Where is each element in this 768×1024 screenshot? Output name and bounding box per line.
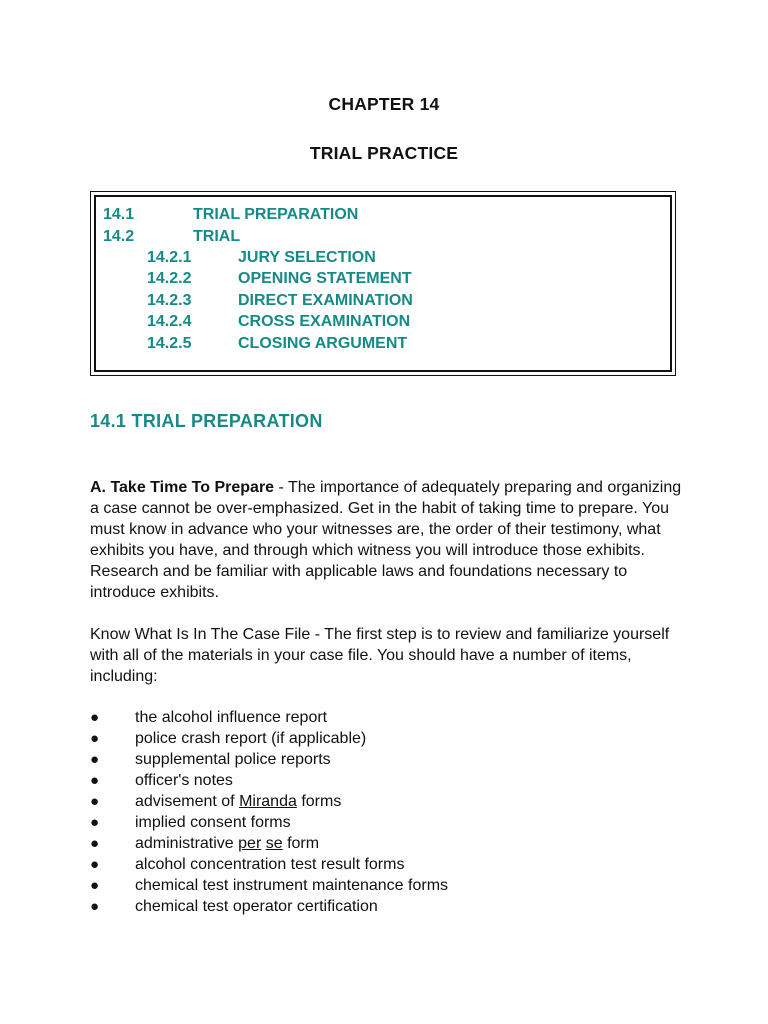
- chapter-title: CHAPTER 14: [328, 94, 440, 114]
- paragraph-body: - The importance of adequately preparing and organizing a case cannot be over-emphasized. Get in the habit of taking time to prepare. You must know in advance who your witnesses are, the order of their testimony, what exhibits you have, and through which witness you will introduce those exhibits. Research and be familiar with applicable laws and foundations necessary to introduce exhibits.: [90, 479, 682, 601]
- list-item-text: alcohol concentration test result forms: [135, 856, 405, 873]
- list-item-text: chemical test operator certification: [135, 898, 378, 915]
- underlined-term: Miranda: [239, 793, 297, 810]
- text-segment: administrative: [135, 835, 239, 852]
- toc-entry-number: 14.2: [103, 228, 135, 245]
- bullet-icon: ●: [90, 835, 100, 852]
- paragraph-case-file: Know What Is In The Case File - The first step is to review and familiarize yourself with all of the materials in your case file. You should have a number of items, including:: [90, 626, 670, 685]
- bullet-icon: ●: [90, 877, 100, 894]
- paragraph-take-time-to-prepare: [90, 477, 682, 603]
- list-item-text: chemical test instrument maintenance forms: [135, 877, 449, 894]
- list-item-text: officer's notes: [135, 772, 233, 789]
- bullet-icon: ●: [90, 709, 100, 726]
- text-segment: form: [282, 835, 320, 852]
- bullet-icon: ●: [90, 814, 100, 831]
- toc-entry-number: 14.1: [103, 206, 135, 223]
- list-item-text: [135, 791, 341, 812]
- table-of-contents-box: [90, 191, 676, 376]
- underlined-term: per: [238, 835, 262, 852]
- toc-entry-number: 14.2.3: [147, 292, 192, 309]
- toc-entry-label: DIRECT EXAMINATION: [238, 292, 413, 309]
- toc-entry-number: 14.2.1: [147, 249, 192, 266]
- toc-entry-number: 14.2.4: [147, 313, 192, 330]
- underlined-term: se: [265, 835, 283, 852]
- bullet-icon: ●: [90, 898, 100, 915]
- bullet-icon: ●: [90, 751, 100, 768]
- list-item-text: [135, 833, 319, 854]
- list-item-text: the alcohol influence report: [135, 709, 328, 726]
- section-heading: 14.1 TRIAL PREPARATION: [90, 411, 323, 431]
- toc-entry-label: OPENING STATEMENT: [238, 270, 412, 287]
- bullet-icon: ●: [90, 772, 100, 789]
- toc-entry-label: CROSS EXAMINATION: [238, 313, 411, 330]
- list-item-text: supplemental police reports: [135, 751, 331, 768]
- text-segment: forms: [296, 793, 342, 810]
- chapter-subtitle: TRIAL PRACTICE: [309, 143, 459, 163]
- list-item-text: implied consent forms: [135, 814, 291, 831]
- bullet-icon: ●: [90, 856, 100, 873]
- toc-entry-label: CLOSING ARGUMENT: [238, 335, 408, 352]
- toc-entry-label: TRIAL PREPARATION: [193, 206, 359, 223]
- toc-entry-label: JURY SELECTION: [238, 249, 376, 266]
- toc-entry-number: 14.2.5: [147, 335, 192, 352]
- text-segment: advisement of: [135, 793, 240, 810]
- toc-entry-label: TRIAL: [193, 228, 241, 245]
- list-item-text: police crash report (if applicable): [135, 730, 367, 747]
- bullet-icon: ●: [90, 793, 100, 810]
- bullet-icon: ●: [90, 730, 100, 747]
- toc-entry-number: 14.2.2: [147, 270, 192, 287]
- paragraph-lead: A. Take Time To Prepare: [90, 479, 275, 496]
